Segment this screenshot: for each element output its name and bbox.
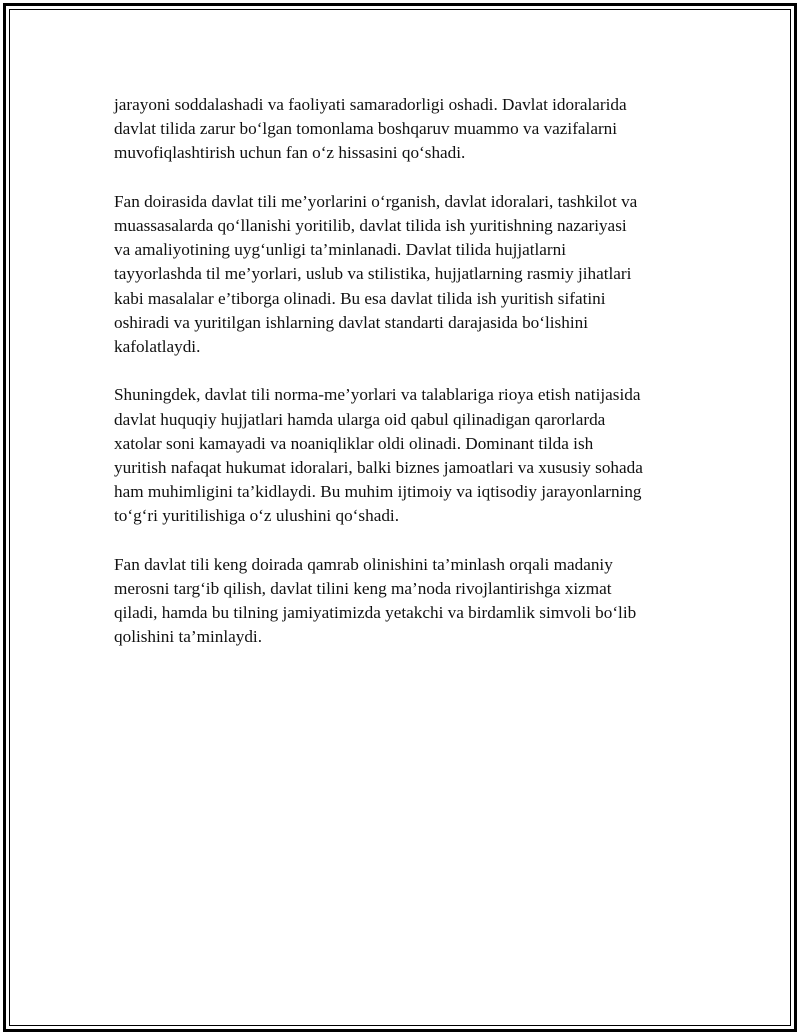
document-body bbox=[114, 93, 694, 674]
paragraph-3 bbox=[114, 383, 694, 528]
text-line: jarayoni soddalashadi va faoliyati samaradorligi oshadi. Davlat idoralarida bbox=[114, 95, 627, 114]
paragraph-4 bbox=[114, 553, 694, 650]
text-line: ham muhimligini ta’kidlaydi. Bu muhim ijtimoiy va iqtisodiy jarayonlarning bbox=[114, 482, 642, 502]
text-line: oshiradi va yuritilgan ishlarning davlat standarti darajasida bo‘lishini bbox=[114, 312, 588, 332]
text-line: va amaliyotining uyg‘unligi ta’minlanadi. Davlat tilida hujjatlarni bbox=[114, 240, 567, 260]
text-line: qolishini ta’minlaydi. bbox=[114, 627, 262, 647]
text-line: davlat tilida zarur bo‘lgan tomonlama boshqaruv muammo va vazifalarni bbox=[114, 119, 618, 139]
text-line: davlat huquqiy hujjatlari hamda ularga oid qabul qilinadigan qarorlarda bbox=[114, 409, 606, 429]
text-line: Fan doirasida davlat tili me’yorlarini o‘rganish, davlat idoralari, tashkilot va bbox=[114, 191, 638, 211]
text-line: qiladi, hamda bu tilning jamiyatimizda yetakchi va birdamlik simvoli bo‘lib bbox=[114, 603, 637, 623]
text-line: Fan davlat tili keng doirada qamrab olinishini ta’minlash orqali madaniy bbox=[114, 554, 613, 574]
text-line: yuritish nafaqat hukumat idoralari, balki biznes jamoatlari va xususiy sohada bbox=[114, 458, 643, 478]
paragraph-2 bbox=[114, 190, 694, 359]
paragraph-1 bbox=[114, 93, 694, 166]
text-line: xatolar soni kamayadi va noaniqliklar oldi olinadi. Dominant tilda ish bbox=[114, 433, 594, 453]
text-line: to‘g‘ri yuritilishiga o‘z ulushini qo‘shadi. bbox=[114, 506, 399, 526]
text-line: tayyorlashda til me’yorlari, uslub va stilistika, hujjatlarning rasmiy jihatlari bbox=[114, 264, 632, 284]
text-line: kabi masalalar e’tiborga olinadi. Bu esa davlat tilida ish yuritish sifatini bbox=[114, 288, 606, 308]
text-line: Shuningdek, davlat tili norma-me’yorlari va talablariga rioya etish natijasida bbox=[114, 385, 641, 405]
text-line: muassasalarda qo‘llanishi yoritilib, davlat tilida ish yuritishning nazariyasi bbox=[114, 216, 627, 235]
text-line: muvofiqlashtirish uchun fan o‘z hissasini qo‘shadi. bbox=[114, 143, 466, 163]
text-line: kafolatlaydi. bbox=[114, 337, 201, 357]
text-line: merosni targ‘ib qilish, davlat tilini keng ma’noda rivojlantirishga xizmat bbox=[114, 579, 612, 599]
